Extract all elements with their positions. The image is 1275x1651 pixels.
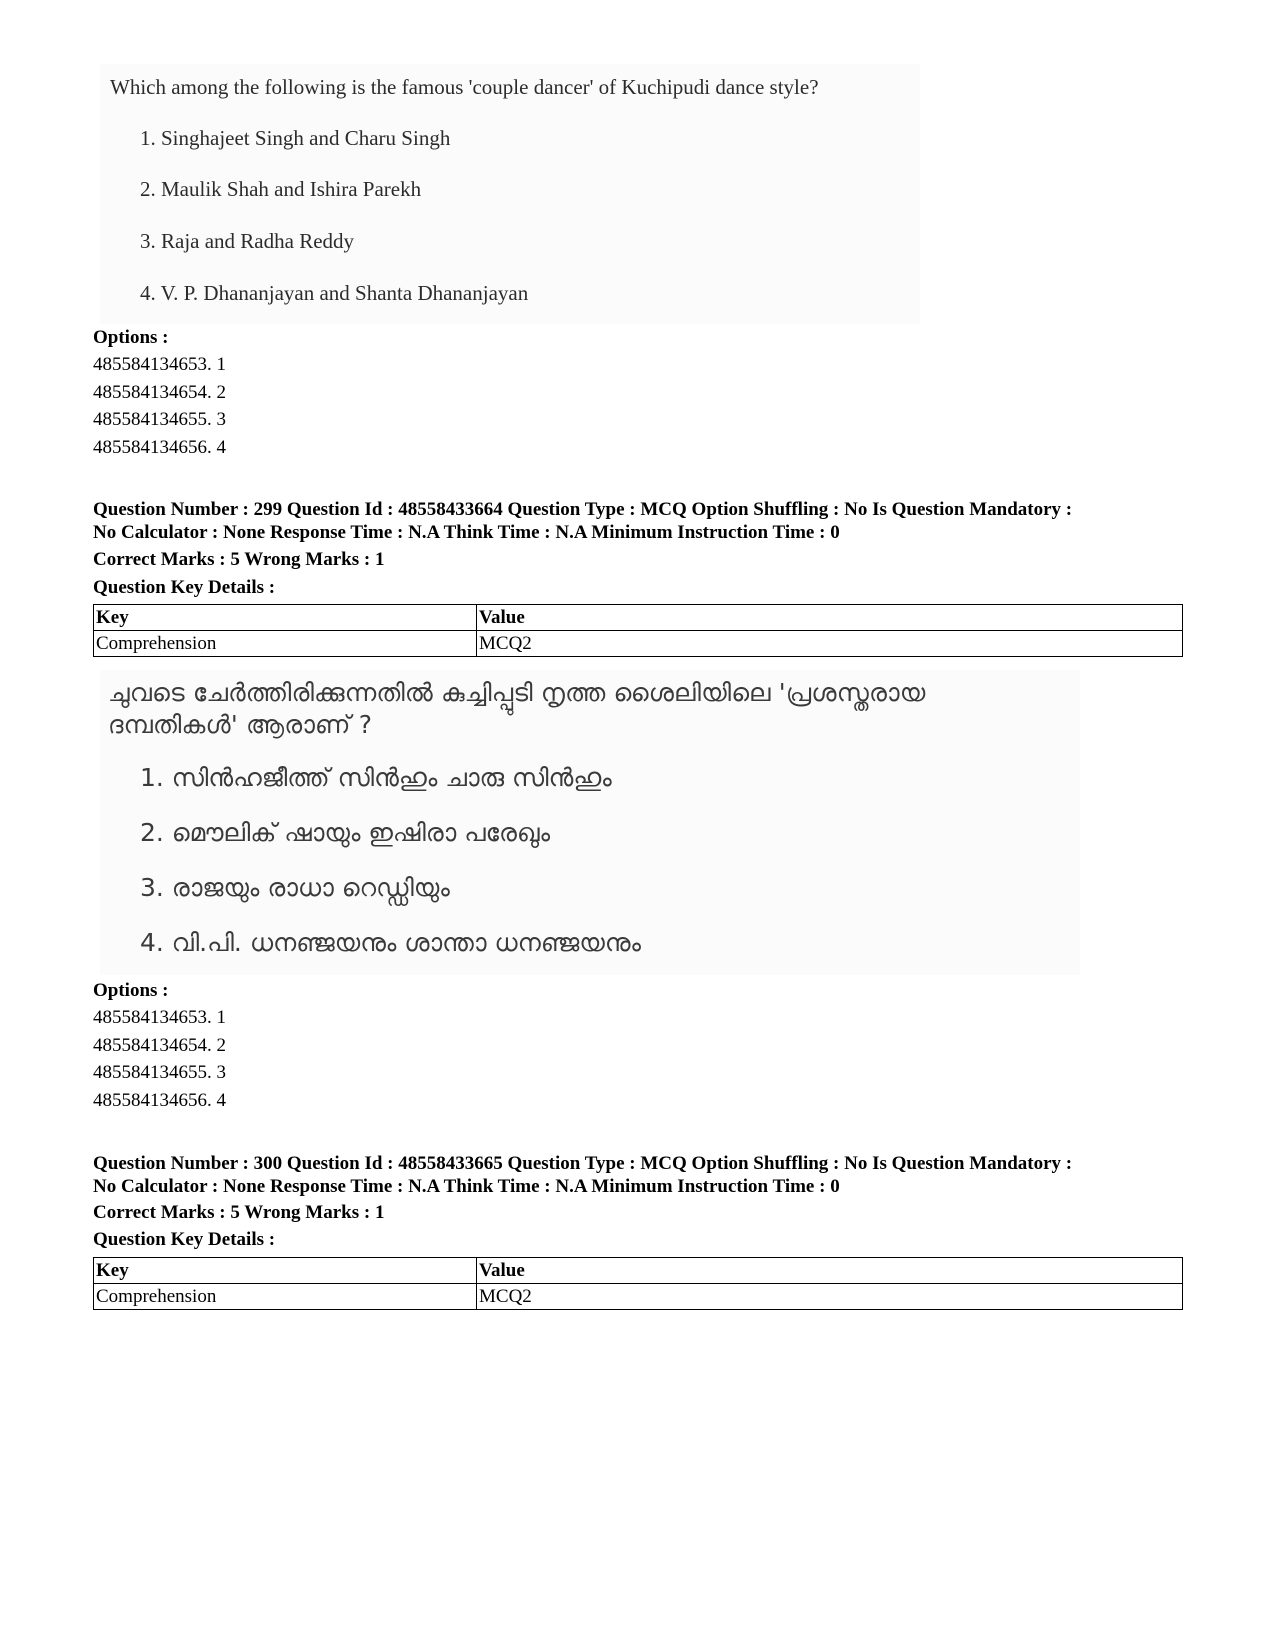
choice-ml-1: 1. സിൻഹജീത്ത് സിൻഹും ചാരു സിൻഹും <box>140 763 612 792</box>
question-text-ml-line2: ദമ്പതികൾ' ആരാണ് ? <box>108 710 373 739</box>
key-details-label-300: Question Key Details : <box>93 1229 276 1250</box>
choice-4: 4. V. P. Dhananjayan and Shanta Dhananjayan <box>140 281 529 305</box>
option-4: 485584134656. 4 <box>93 1090 226 1111</box>
marks-299: Correct Marks : 5 Wrong Marks : 1 <box>93 549 385 570</box>
question-meta-line2: No Calculator : None Response Time : N.A Think Time : N.A Minimum Instruction Time : 0 <box>93 1176 840 1197</box>
table-header-value: Value <box>477 605 1183 631</box>
key-details-table-300 <box>93 1257 1183 1310</box>
key-details-label-299: Question Key Details : <box>93 577 276 598</box>
question-meta-line2: No Calculator : None Response Time : N.A Think Time : N.A Minimum Instruction Time : 0 <box>93 522 840 543</box>
choice-2: 2. Maulik Shah and Ishira Parekh <box>140 177 422 201</box>
table-cell-value: MCQ2 <box>477 1284 1183 1310</box>
table-row <box>94 631 1183 657</box>
options-label: Options : <box>93 327 169 348</box>
table-header-key: Key <box>94 605 477 631</box>
table-row <box>94 1284 1183 1310</box>
key-details-table-299 <box>93 604 1183 657</box>
question-meta-299 <box>93 498 1193 544</box>
choice-1: 1. Singhajeet Singh and Charu Singh <box>140 126 451 150</box>
choice-ml-3: 3. രാജയും രാധാ റെഡ്ഡിയും <box>140 873 450 902</box>
table-header-row <box>94 605 1183 631</box>
option-2: 485584134654. 2 <box>93 1035 226 1056</box>
option-3: 485584134655. 3 <box>93 409 226 430</box>
options-label: Options : <box>93 980 169 1001</box>
marks-300: Correct Marks : 5 Wrong Marks : 1 <box>93 1202 385 1223</box>
option-3: 485584134655. 3 <box>93 1062 226 1083</box>
choice-ml-2: 2. മൌലിക് ഷായും ഇഷിരാ പരേഖും <box>140 818 551 847</box>
question-meta-line1: Question Number : 300 Question Id : 48558433665 Question Type : MCQ Option Shuffling : No Is Question Mandatory : <box>93 1153 1073 1174</box>
question-text: Which among the following is the famous 'couple dancer' of Kuchipudi dance style? <box>110 75 819 99</box>
option-2: 485584134654. 2 <box>93 382 226 403</box>
table-header-key: Key <box>94 1258 477 1284</box>
table-header-value: Value <box>477 1258 1183 1284</box>
table-cell-value: MCQ2 <box>477 631 1183 657</box>
choice-3: 3. Raja and Radha Reddy <box>140 229 355 253</box>
question-meta-300 <box>93 1152 1193 1198</box>
question-text-ml-line1: ചുവടെ ചേർത്തിരിക്കുന്നതിൽ കുച്ചിപ്പുടി നൃത്ത ശൈലിയിലെ 'പ്രശസ്തരായ <box>108 678 926 707</box>
table-header-row <box>94 1258 1183 1284</box>
choice-ml-4: 4. വി.പി. ധനഞ്ജയനും ശാന്താ ധനഞ്ജയനും <box>140 928 641 957</box>
table-cell-key: Comprehension <box>94 1284 477 1310</box>
table-cell-key: Comprehension <box>94 631 477 657</box>
option-4: 485584134656. 4 <box>93 437 226 458</box>
option-1: 485584134653. 1 <box>93 1007 226 1028</box>
question-meta-line1: Question Number : 299 Question Id : 48558433664 Question Type : MCQ Option Shuffling : No Is Question Mandatory : <box>93 499 1073 520</box>
option-1: 485584134653. 1 <box>93 354 226 375</box>
